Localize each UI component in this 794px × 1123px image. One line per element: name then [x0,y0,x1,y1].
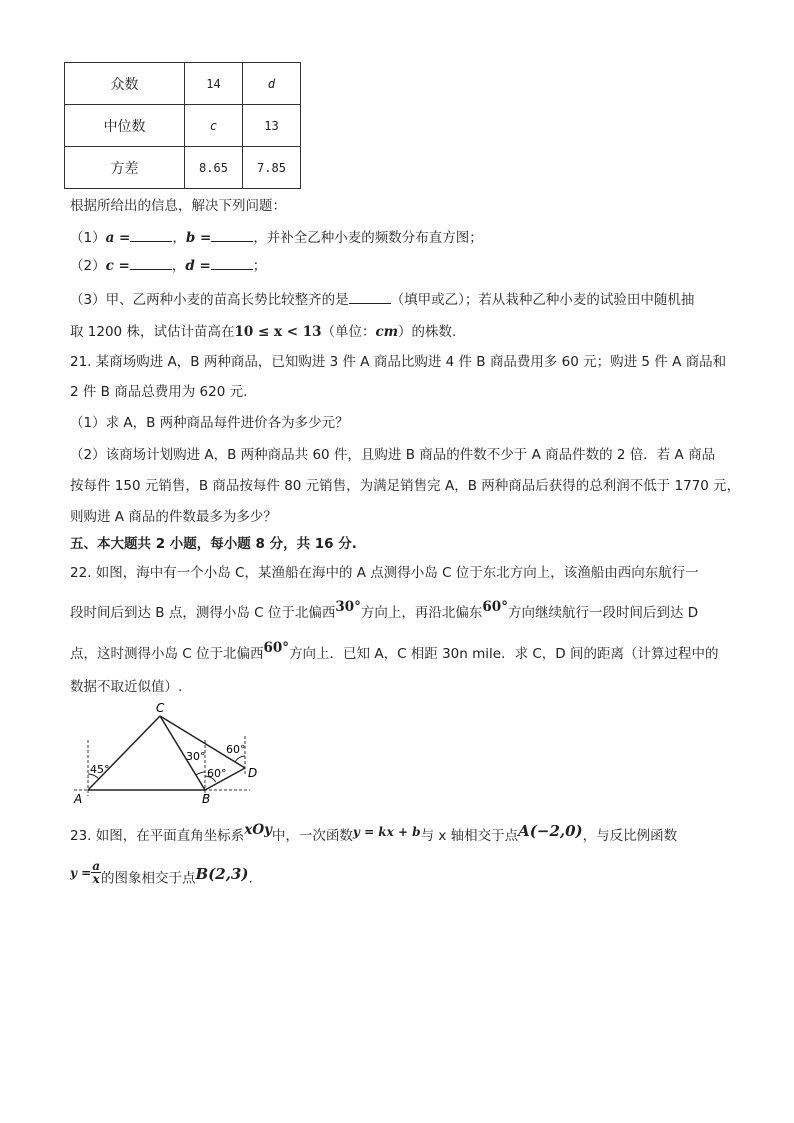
statistics-table [64,62,301,189]
answer-blank [211,229,253,242]
angle-30: 30° [335,599,361,615]
q23-line1 [70,822,678,845]
var-a: a = [105,230,131,246]
section-heading: 五、本大题共 2 小题，每小题 8 分，共 16 分. [70,536,357,552]
q20-part1 [70,229,483,247]
fraction [91,860,101,885]
q20-part3-line1 [70,291,694,309]
q20-intro: 根据所给出的信息，解决下列问题： [70,198,286,214]
q21-part2-line1: （2）该商场计划购进 A，B 两种商品共 60 件，且购进 B 商品的件数不少于 A 商品件数的 2 倍．若 A 商品 [70,447,716,463]
point-b: B(2,3) [195,864,249,883]
table-row [65,105,301,147]
q22-line3 [70,640,719,663]
answer-blank [349,291,391,304]
cell-value: 8.65 [185,147,243,189]
q22-line2 [70,599,699,622]
label-b: B [202,792,211,806]
arc-angle-d [235,756,245,762]
text: 方向继续航行一段时间后到达 D [507,605,699,621]
angle-label-c: 30° [186,750,206,763]
q20-part2 [70,257,266,275]
cell-value: 14 [185,63,243,105]
numerator: a [92,859,100,873]
q21-line1: 21. 某商场购进 A，B 两种商品，已知购进 3 件 A 商品比购进 4 件 B 商品费用多 60 元；购进 5 件 A 商品和 [70,354,727,370]
text: . [248,870,253,887]
part-number: （2） [70,258,106,274]
table-row [65,63,301,105]
unit: cm [375,324,399,340]
label-c: C [156,701,165,715]
q22-line1: 22. 如图，海中有一个小岛 C，某渔船在海中的 A 点测得小岛 C 位于东北方向上，该渔船由西向东航行一 [70,565,699,581]
part-text: （3）甲、乙两种小麦的苗高长势比较整齐的是 [70,292,349,308]
xoy: xOy [244,822,272,838]
var-d: d = [185,258,211,274]
angle-60: 60° [263,640,290,656]
text: 段时间后到达 B 点，测得小岛 C 位于北偏西 [70,605,336,621]
text: 23. 如图，在平面直角坐标系 [70,828,245,844]
separator: ， [172,230,186,246]
part-text: （单位： [321,324,376,340]
part-text: ）的株数. [398,324,457,340]
part-number: （1） [70,230,106,246]
text: ，与反比例函数 [582,828,678,844]
angle-60: 60° [482,599,508,615]
answer-blank [130,229,172,242]
cell-value: 13 [243,105,301,147]
q21-line2: 2 件 B 商品总费用为 620 元. [70,384,248,400]
angle-label-a: 45° [90,763,110,776]
answer-blank [130,257,172,270]
text: 方向上．已知 A，C 相距 30n mile．求 C，D 间的距离（计算过程中的 [289,646,719,662]
row-label: 中位数 [65,105,185,147]
var-c: c = [105,258,130,274]
text: 的图象相交于点 [101,870,196,887]
row-label: 方差 [65,147,185,189]
denominator: x [92,872,100,886]
part-text: ，并补全乙种小麦的频数分布直方图； [253,230,483,246]
angle-label-b: 60° [207,767,227,780]
label-a: A [74,792,83,806]
text: 与 x 轴相交于点 [420,828,519,844]
geometry-figure [70,700,270,808]
table-row [65,147,301,189]
part-text: （填甲或乙）；若从栽种乙种小麦的试验田中随机抽 [390,292,695,308]
label-d: D [248,766,258,780]
y-equals: y = [70,865,92,880]
part-text: 取 1200 株，试估计苗高在 [70,324,235,340]
cell-value: 7.85 [243,147,301,189]
var-b: b = [185,230,212,246]
point-a: A(−2,0) [518,822,583,840]
cell-value: d [243,63,301,105]
q22-line4: 数据不取近似值）. [70,679,183,695]
linear-function: y = kx + b [352,825,421,839]
text: 点，这时测得小岛 C 位于北偏西 [70,646,264,662]
answer-blank [211,257,253,270]
inequality: 10 ≤ x < 13 [234,324,322,340]
arc-angle-b-left [196,772,205,775]
angle-label-d: 60° [226,743,246,756]
q20-part3-line2 [70,323,456,341]
q21-part2-line2: 按每件 150 元销售，B 商品按每件 80 元销售，为满足销售完 A，B 两种商品后获得的总利润不低于 1770 元， [70,478,741,494]
part-text: ； [252,258,267,274]
text: 方向上，再沿北偏东 [360,605,483,621]
row-label: 众数 [65,63,185,105]
separator: ， [171,258,186,274]
cell-value: c [185,105,243,147]
q21-part1: （1）求 A，B 两种商品每件进价各为多少元？ [70,415,349,431]
q21-part2-line3: 则购进 A 商品的件数最多为多少？ [70,509,277,525]
q23-line2 [70,859,253,891]
text: 中，一次函数 [271,828,353,844]
